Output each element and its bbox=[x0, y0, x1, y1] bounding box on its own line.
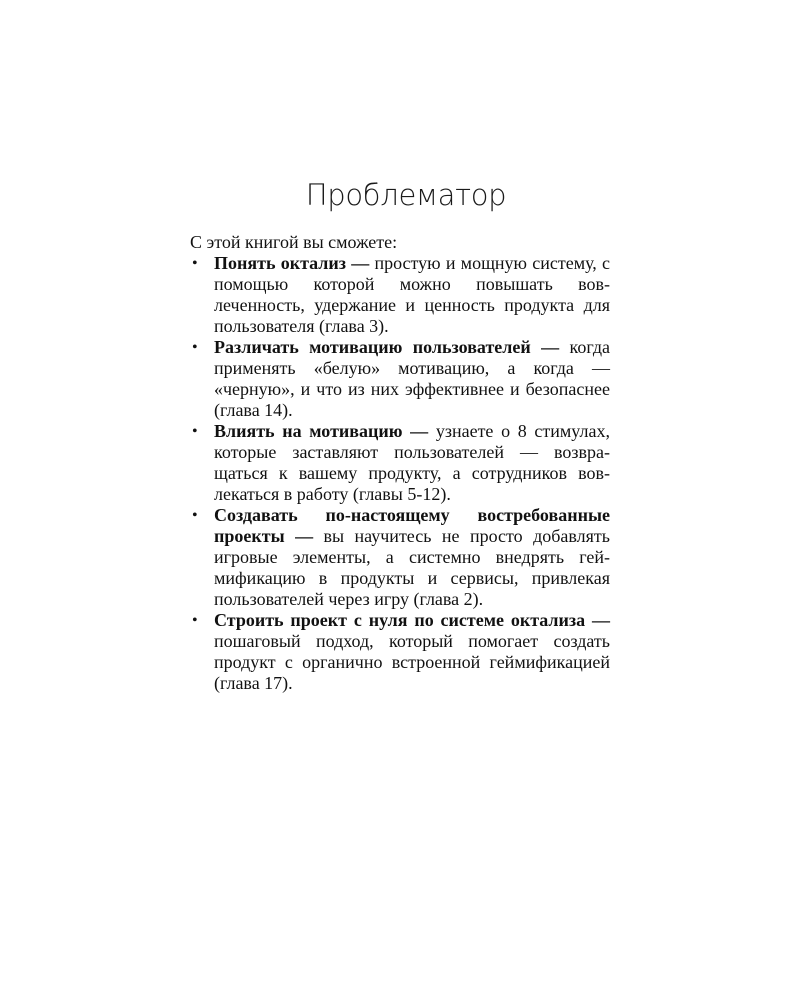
list-item bbox=[190, 253, 610, 337]
item-text: узнаете о 8 стимулах, которые заставляют пользователей — возвращаться к вашему продукту, а сотрудников вовлекаться в работу (главы 5-12). bbox=[214, 421, 610, 504]
list-item bbox=[190, 610, 610, 694]
list-item bbox=[190, 421, 610, 505]
page-title: Проблематор bbox=[305, 178, 507, 212]
bullet-icon: • bbox=[192, 423, 198, 440]
bullet-icon: • bbox=[192, 612, 198, 629]
item-lead: Понять октализ — bbox=[214, 253, 370, 273]
bullet-icon: • bbox=[192, 507, 198, 524]
item-text: когда применять «белую» мотивацию, а когда — «черную», и что из них эффективнее и безопаснее (глава 14). bbox=[214, 337, 611, 420]
intro-text: С этой книгой вы сможете: bbox=[190, 232, 398, 252]
list-item bbox=[190, 505, 610, 610]
item-lead: Различать мотивацию пользователей — bbox=[214, 337, 560, 357]
item-text: простую и мощную систему, с помощью которой можно повышать вовлеченность, удержание и ценность продукта для пользователя (глава 3). bbox=[214, 253, 611, 336]
list-item bbox=[190, 337, 610, 421]
item-text: пошаговый подход, который помогает создать продукт с органично встроенной геймификацией (глава 17). bbox=[214, 631, 610, 693]
bullet-icon: • bbox=[192, 339, 198, 356]
benefits-list bbox=[190, 253, 610, 694]
item-lead: Влиять на мотивацию — bbox=[214, 421, 429, 441]
bullet-icon: • bbox=[192, 255, 198, 272]
item-lead: Строить проект с нуля по системе октализа — bbox=[214, 610, 610, 630]
item-lead: Создавать по-настоящему востребованные проекты — bbox=[214, 505, 610, 546]
book-page bbox=[190, 178, 610, 694]
item-text: вы научитесь не просто добавлять игровые элементы, а системно внедрять геймификацию в продукты и сервисы, привлекая пользователей через игру (глава 2). bbox=[214, 526, 610, 609]
